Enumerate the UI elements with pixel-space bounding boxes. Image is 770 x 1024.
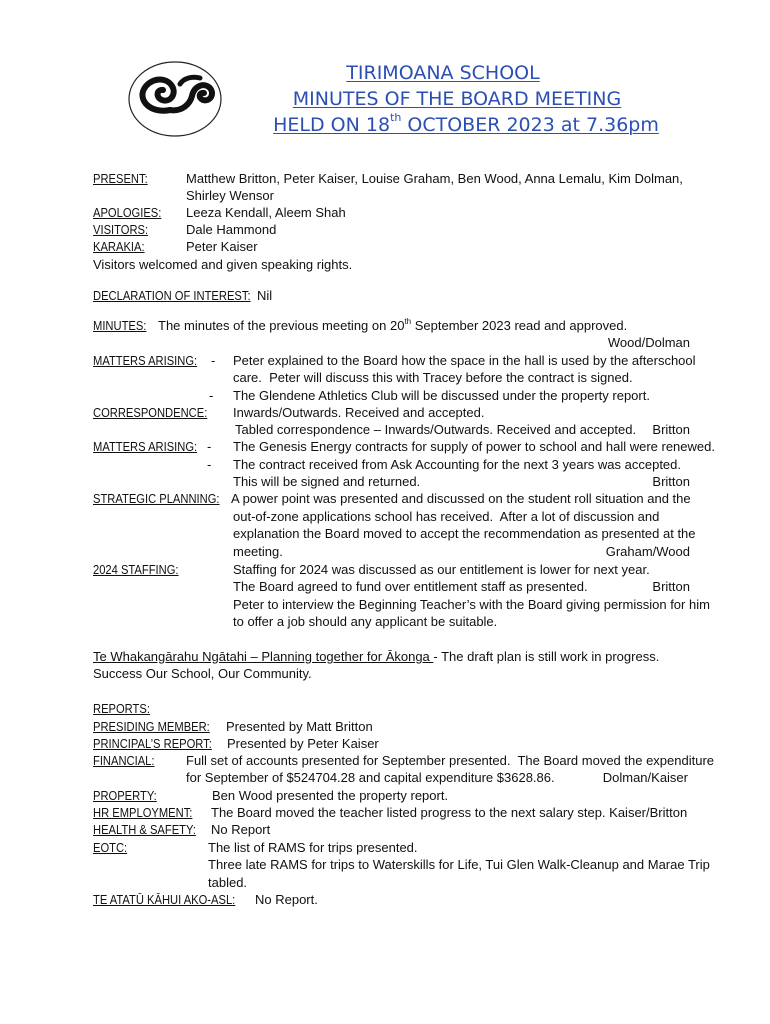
declaration-label: DECLARATION OF INTEREST:	[93, 288, 251, 303]
strategic-planning-movers: Graham/Wood	[605, 544, 690, 559]
list-item: The Genesis Energy contracts for supply of power to school and hall were renewed.	[233, 439, 715, 454]
financial-text: for September of $524704.28 and capital expenditure $3628.86.	[186, 770, 555, 785]
declaration-value: Nil	[257, 288, 273, 303]
kahui-ako-label: TE ATATŪ KĀHUI AKO-ASL:	[93, 892, 236, 907]
planning-together-label: Te Whakangārahu Ngātahi – Planning together for Ākonga	[93, 649, 434, 664]
apologies-names: Leeza Kendall, Aleem Shah	[186, 205, 346, 220]
list-bullet: -	[207, 439, 212, 454]
eotc-text: The list of RAMS for trips presented.	[208, 840, 418, 855]
eotc-text: tabled.	[208, 875, 248, 890]
list-item: The contract received from Ask Accounting for the next 3 years was accepted.	[233, 457, 682, 472]
present-names-continued: Shirley Wensor	[186, 188, 274, 203]
minutes-text	[158, 317, 627, 335]
reports-heading: REPORTS:	[93, 701, 150, 716]
minutes-text-start: The minutes of the previous meeting on 20	[158, 318, 405, 333]
correspondence-text-tabled: Tabled correspondence – Inwards/Outwards. Received and accepted.	[235, 422, 637, 437]
minutes-label: MINUTES:	[93, 318, 147, 333]
kahui-ako-value: No Report.	[255, 892, 318, 907]
present-label: PRESENT:	[93, 171, 148, 186]
koru-logo-icon	[120, 58, 230, 140]
financial-movers: Dolman/Kaiser	[602, 770, 688, 785]
meeting-title: MINUTES OF THE BOARD MEETING	[292, 88, 622, 110]
date-ordinal-suffix: th	[390, 111, 402, 124]
staffing-text: The Board agreed to fund over entitlement staff as presented.	[233, 579, 588, 594]
strategic-planning-label: STRATEGIC PLANNING:	[93, 491, 220, 506]
property-label: PROPERTY:	[93, 788, 157, 803]
eotc-text: Three late RAMS for trips to Waterskills for Life, Tui Glen Walk-Cleanup and Marae Trip	[208, 857, 710, 872]
health-safety-label: HEALTH & SAFETY:	[93, 822, 196, 837]
meeting-time-text: OCTOBER 2023 at 7.36pm	[401, 114, 659, 136]
staffing-movers: Britton	[652, 579, 690, 594]
minutes-movers: Wood/Dolman	[607, 335, 690, 350]
correspondence-text: Inwards/Outwards. Received and accepted.	[233, 405, 485, 420]
planning-together-line	[93, 648, 659, 666]
financial-text: Full set of accounts presented for September presented. The Board moved the expenditure	[186, 753, 715, 768]
list-item-continued: care. Peter will discuss this with Tracey before the contract is signed.	[233, 370, 633, 385]
eotc-label: EOTC:	[93, 840, 128, 855]
presiding-member-label: PRESIDING MEMBER:	[93, 719, 210, 734]
staffing-text: Staffing for 2024 was discussed as our entitlement is lower for next year.	[233, 562, 650, 577]
visitors-names: Dale Hammond	[186, 222, 277, 237]
correspondence-movers: Britton	[652, 422, 690, 437]
matters-arising-label: MATTERS ARISING:	[93, 353, 198, 368]
present-names: Matthew Britton, Peter Kaiser, Louise Graham, Ben Wood, Anna Lemalu, Kim Dolman,	[186, 171, 683, 186]
principal-report-label: PRINCIPAL’S REPORT:	[93, 736, 212, 751]
hr-employment-label: HR EMPLOYMENT:	[93, 805, 193, 820]
hr-employment-value: The Board moved the teacher listed progress to the next salary step. Kaiser/Britton	[211, 805, 688, 820]
correspondence-label: CORRESPONDENCE:	[93, 405, 208, 420]
minutes-ordinal-suffix: th	[404, 317, 412, 326]
meeting-date-text: HELD ON 18	[273, 114, 391, 136]
list-bullet: -	[211, 353, 216, 368]
visitors-note: Visitors welcomed and given speaking rights.	[93, 257, 353, 272]
meeting-date-title	[266, 113, 666, 137]
school-name-title: TIRIMOANA SCHOOL	[346, 62, 540, 84]
matters-arising-movers: Britton	[652, 474, 690, 489]
planning-together-tagline: Success Our School, Our Community.	[93, 666, 312, 681]
list-item-continued: This will be signed and returned.	[233, 474, 421, 489]
minutes-text-end: September 2023 read and approved.	[411, 318, 628, 333]
planning-together-text: - The draft plan is still work in progress.	[433, 649, 660, 664]
list-bullet: -	[209, 388, 214, 403]
strategic-planning-text: A power point was presented and discussed on the student roll situation and the	[231, 491, 691, 506]
property-value: Ben Wood presented the property report.	[212, 788, 449, 803]
apologies-label: APOLOGIES:	[93, 205, 162, 220]
strategic-planning-text: explanation the Board moved to accept the recommendation as presented at the	[233, 526, 696, 541]
matters-arising-label: MATTERS ARISING:	[93, 439, 198, 454]
financial-label: FINANCIAL:	[93, 753, 155, 768]
presiding-member-value: Presented by Matt Britton	[226, 719, 373, 734]
staffing-text: to offer a job should any applicant be suitable.	[233, 614, 498, 629]
strategic-planning-text: meeting.	[233, 544, 283, 559]
karakia-name: Peter Kaiser	[186, 239, 258, 254]
list-bullet: -	[207, 457, 212, 472]
karakia-label: KARAKIA:	[93, 239, 145, 254]
staffing-label: 2024 STAFFING:	[93, 562, 179, 577]
principal-report-value: Presented by Peter Kaiser	[227, 736, 379, 751]
health-safety-value: No Report	[211, 822, 271, 837]
visitors-label: VISITORS:	[93, 222, 149, 237]
staffing-text: Peter to interview the Beginning Teacher’s with the Board giving permission for him	[233, 597, 710, 612]
list-item: The Glendene Athletics Club will be discussed under the property report.	[233, 388, 650, 403]
list-item: Peter explained to the Board how the space in the hall is used by the afterschool	[233, 353, 696, 368]
strategic-planning-text: out-of-zone applications school has received. After a lot of discussion and	[233, 509, 660, 524]
